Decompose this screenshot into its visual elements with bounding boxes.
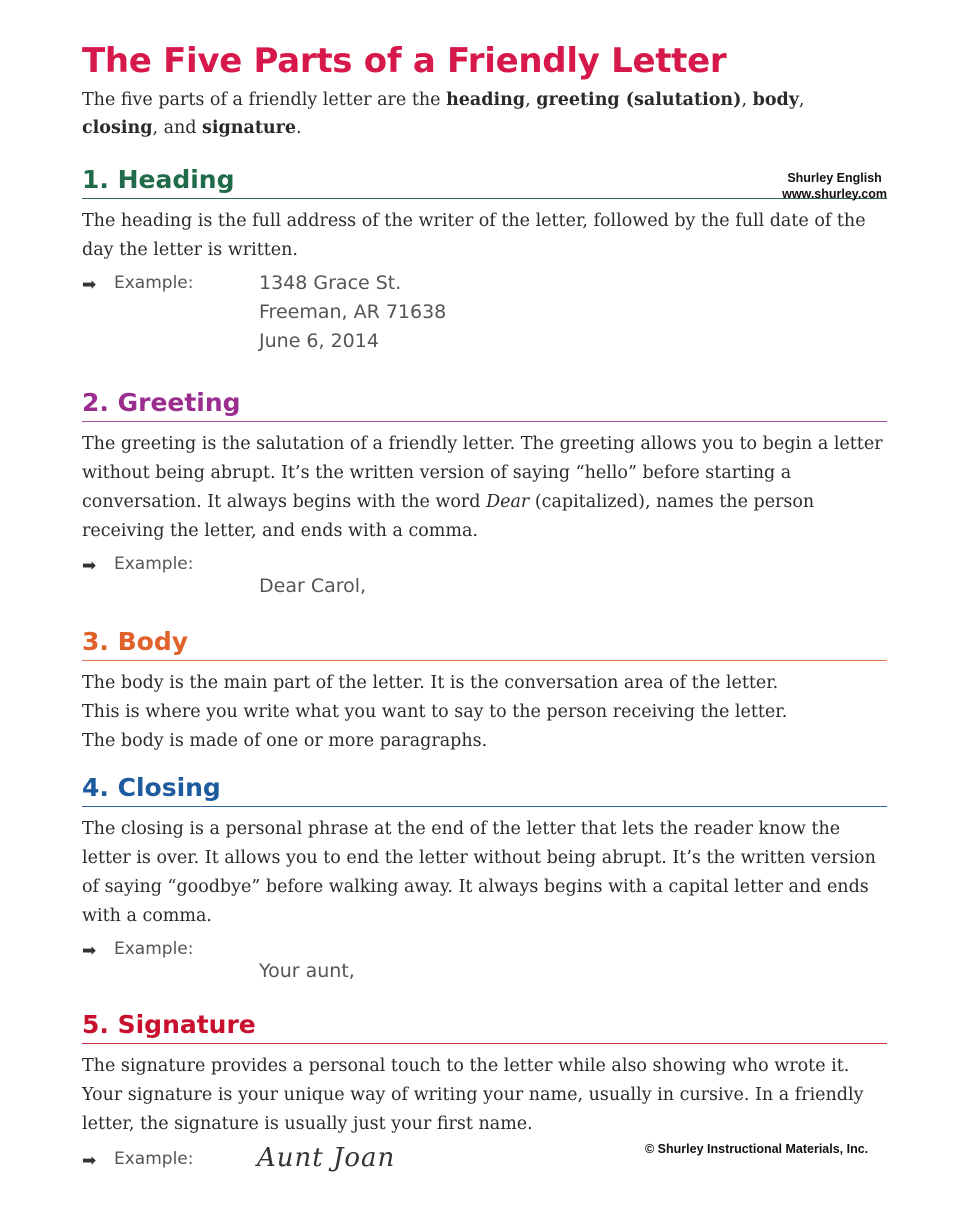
greeting-example <box>82 554 887 608</box>
intro-term-closing: closing <box>82 118 153 138</box>
intro-separator: , <box>798 90 805 110</box>
example-label: Example: <box>114 273 194 293</box>
greeting-text-part: The greeting is the salutation of a friendly letter. The greeting allows you to begin a letter without being abrupt. It’s the written version of saying “hello” before starting a conversation. It always begins with the word <box>82 434 883 512</box>
intro-text: The five parts of a friendly letter are the <box>82 90 447 110</box>
intro-end: . <box>296 118 302 138</box>
letter-date: June 6, 2014 <box>259 330 379 352</box>
intro-term-signature: signature <box>202 118 297 138</box>
section-greeting-title: 2. Greeting <box>82 387 887 422</box>
section-greeting <box>82 387 887 608</box>
section-body-text <box>82 669 887 756</box>
closing-example-line: Your aunt, <box>259 960 355 982</box>
arrow-icon: ➡ <box>82 556 97 576</box>
intro-paragraph <box>82 86 887 142</box>
section-closing-title: 4. Closing <box>82 772 887 807</box>
body-text-line: The body is made of one or more paragraphs. <box>82 731 488 751</box>
publisher-credit <box>782 170 887 202</box>
intro-term-body: body <box>752 90 799 110</box>
section-closing-text: The closing is a personal phrase at the end of the letter that lets the reader know the letter is over. It allows you to end the letter without being abrupt. It’s the written version of saying “goodbye” before walking away. It always begins with a capital letter and ends with a comma. <box>82 819 876 926</box>
section-signature-title: 5. Signature <box>82 1009 887 1044</box>
section-body <box>82 626 887 756</box>
intro-separator: , and <box>152 118 203 138</box>
page-title: The Five Parts of a Friendly Letter <box>82 41 727 81</box>
arrow-icon: ➡ <box>82 275 97 295</box>
section-signature-text: The signature provides a personal touch to the letter while also showing who wrote it. Your signature is your unique way of writing your name, usually in cursive. In a friendly letter, the signature is usually just your first name. <box>82 1056 864 1134</box>
intro-term-greeting: greeting (salutation) <box>536 90 742 110</box>
body-text-line: This is where you write what you want to say to the person receiving the letter. <box>82 702 788 722</box>
section-greeting-text <box>82 430 887 546</box>
section-body-title: 3. Body <box>82 626 887 661</box>
section-closing <box>82 772 887 993</box>
section-heading-text: The heading is the full address of the writer of the letter, followed by the full date of the day the letter is written. <box>82 211 866 260</box>
section-heading-title: 1. Heading <box>82 164 887 199</box>
intro-separator: , <box>741 90 753 110</box>
example-label: Example: <box>114 554 194 574</box>
arrow-icon: ➡ <box>82 1151 97 1171</box>
greeting-text-emphasis: Dear <box>486 492 530 512</box>
copyright-notice: © Shurley Instructional Materials, Inc. <box>645 1142 869 1156</box>
intro-term-heading: heading <box>446 90 526 110</box>
arrow-icon: ➡ <box>82 941 97 961</box>
section-signature <box>82 1009 887 1195</box>
worksheet-page <box>82 40 887 1195</box>
closing-example <box>82 939 887 993</box>
example-label: Example: <box>114 939 194 959</box>
greeting-text-part: (capitalized), names the person receiving the letter, and ends with a comma. <box>82 492 815 541</box>
heading-example-lines <box>259 269 446 356</box>
heading-example <box>82 273 887 369</box>
greeting-example-line: Dear Carol, <box>259 575 367 597</box>
body-text-line: The body is the main part of the letter. It is the conversation area of the letter. <box>82 673 779 693</box>
publisher-name: Shurley English <box>787 171 882 185</box>
section-heading <box>82 164 887 369</box>
publisher-website: www.shurley.com <box>782 187 887 201</box>
example-label: Example: <box>114 1149 194 1169</box>
intro-separator: , <box>525 90 537 110</box>
address-street: 1348 Grace St. <box>259 272 402 294</box>
address-city: Freeman, AR 71638 <box>259 301 447 323</box>
signature-example-handwriting: Aunt Joan <box>257 1143 396 1173</box>
